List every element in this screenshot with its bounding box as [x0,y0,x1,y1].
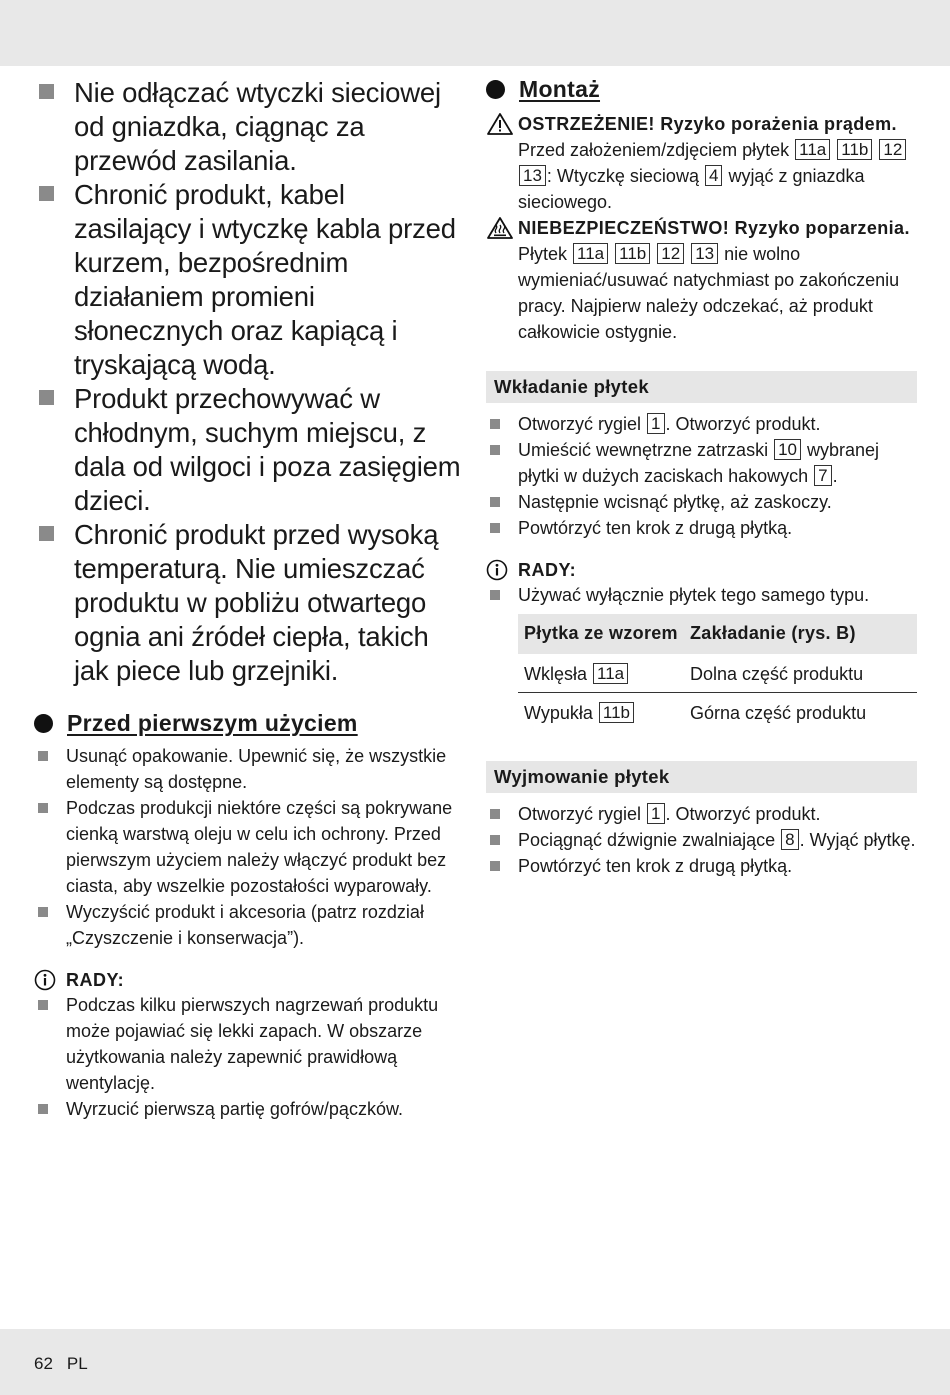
plate-table [518,614,917,731]
header-band [0,0,950,66]
ref-box: 8 [781,829,798,850]
square-bullet-icon [38,1000,48,1010]
footer [34,1354,102,1374]
tips-list [486,582,917,608]
ref-box: 11a [573,243,608,264]
square-bullet-icon [490,497,500,507]
shock-warning: OSTRZEŻENIE! Ryzyko porażenia prądem. Przed założeniem/zdjęciem płytek 11a 11b 12 13 : Wtyczkę sieciową 4 wyjąć z gniazdka sieciowego. [486,111,917,215]
tips-heading [34,969,462,991]
list-item: Podczas kilku pierwszych nagrzewań produktu może pojawiać się lekki zapach. W obszarze użytkowania należy zapewnić prawidłową wentylację. [34,992,462,1096]
table-cell: Wypukła 11b [518,693,684,732]
remove-section-bar: Wyjmowanie płytek [486,761,917,793]
square-bullet-icon [490,523,500,533]
ref-box: 13 [519,165,546,186]
ref-box: 1 [647,803,664,824]
hot-surface-icon [486,216,514,240]
ref-box: 11b [615,243,650,264]
warning-triangle-icon [486,112,514,136]
tips-heading [486,559,917,581]
square-bullet-icon [39,390,54,405]
list-item: Powtórzyć ten krok z drugą płytką. [486,515,917,541]
square-bullet-icon [38,803,48,813]
left-column [34,76,462,1122]
language-code: PL [66,1354,88,1373]
square-bullet-icon [39,526,54,541]
table-cell: Górna część produktu [690,703,867,723]
ref-box: 11a [795,139,830,160]
table-row [518,654,917,693]
first-use-list [34,743,462,951]
list-item: Nie odłączać wtyczki sieciowej od gniazdka, ciągnąc za przewód zasilania. [34,76,462,178]
footer-band [0,1329,950,1395]
table-header: Zakładanie (rys. B) [684,614,917,654]
info-icon [486,559,508,581]
list-item: Pociągnąć dźwignie zwalniające 8 . Wyjąć płytkę. [486,827,917,853]
burn-warning: NIEBEZPIECZEŃSTWO! Ryzyko poparzenia. Płytek 11a 11b 12 13 nie wolno wymieniać/usuwać natychmiast po zakończeniu pracy. Najpierw należy odczekać, aż produkt całkowicie ostygnie. [486,215,917,345]
list-item: Chronić produkt, kabel zasilający i wtyczkę kabla przed kurzem, bezpośrednim działaniem promieni słonecznych oraz kapiącą i tryskającą wodą. [34,178,462,382]
list-item: Otworzyć rygiel 1 . Otworzyć produkt. [486,411,917,437]
square-bullet-icon [490,419,500,429]
list-item: Używać wyłącznie płytek tego samego typu. [486,582,917,608]
square-bullet-icon [39,84,54,99]
square-bullet-icon [490,835,500,845]
info-icon [34,969,56,991]
section-dot-icon [34,714,53,733]
table-header-row [518,614,917,654]
montaz-heading [486,76,917,103]
list-item: Następnie wcisnąć płytkę, aż zaskoczy. [486,489,917,515]
list-item: Podczas produkcji niektóre części są pokrywane cienką warstwą oleju w celu ich ochrony. Przed pierwszym użyciem należy włączyć produkt bez ciasta, aby wszelkie pozostałości wyparowały. [34,795,462,899]
table-header: Płytka ze wzorem [518,614,684,654]
ref-box: 11b [599,702,634,723]
ref-box: 4 [705,165,722,186]
square-bullet-icon [490,861,500,871]
ref-box: 13 [691,243,718,264]
tips-label: RADY: [518,559,577,580]
table-cell: Wklęsła 11a [518,654,684,693]
ref-box: 12 [657,243,684,264]
list-item: Wyrzucić pierwszą partię gofrów/pączków. [34,1096,462,1122]
table-row [518,693,917,732]
list-item: Chronić produkt przed wysoką temperaturą. Nie umieszczać produktu w pobliżu otwartego ognia ani źródeł ciepła, takich jak piece lub grzejniki. [34,518,462,688]
square-bullet-icon [38,751,48,761]
square-bullet-icon [490,445,500,455]
list-item: Otworzyć rygiel 1 . Otworzyć produkt. [486,801,917,827]
insert-section-bar: Wkładanie płytek [486,371,917,403]
ref-box: 11b [837,139,872,160]
tips-label: RADY: [66,969,125,990]
section-title: Montaż [519,76,601,102]
table-cell: Dolna część produktu [684,654,917,693]
ref-box: 7 [814,465,831,486]
square-bullet-icon [38,907,48,917]
remove-list [486,801,917,879]
list-item: Usunąć opakowanie. Upewnić się, że wszystkie elementy są dostępne. [34,743,462,795]
square-bullet-icon [39,186,54,201]
page-number: 62 [34,1354,53,1373]
list-item: Wyczyścić produkt i akcesoria (patrz rozdział „Czyszczenie i konserwacja”). [34,899,462,951]
list-item: Powtórzyć ten krok z drugą płytką. [486,853,917,879]
section-dot-icon [486,80,505,99]
square-bullet-icon [490,590,500,600]
tips-list [34,992,462,1122]
ref-box: 10 [774,439,801,460]
insert-list [486,411,917,541]
list-item: Umieścić wewnętrzne zatrzaski 10 wybranej płytki w dużych zaciskach hakowych 7 . [486,437,917,489]
safety-list [34,76,462,688]
first-use-heading [34,710,462,737]
right-column [486,76,917,879]
section-title: Przed pierwszym użyciem [67,710,358,736]
ref-box: 11a [593,663,628,684]
list-item: Produkt przechowywać w chłodnym, suchym miejscu, z dala od wilgoci i poza zasięgiem dzieci. [34,382,462,518]
ref-box: 1 [647,413,664,434]
square-bullet-icon [490,809,500,819]
square-bullet-icon [38,1104,48,1114]
ref-box: 12 [879,139,906,160]
